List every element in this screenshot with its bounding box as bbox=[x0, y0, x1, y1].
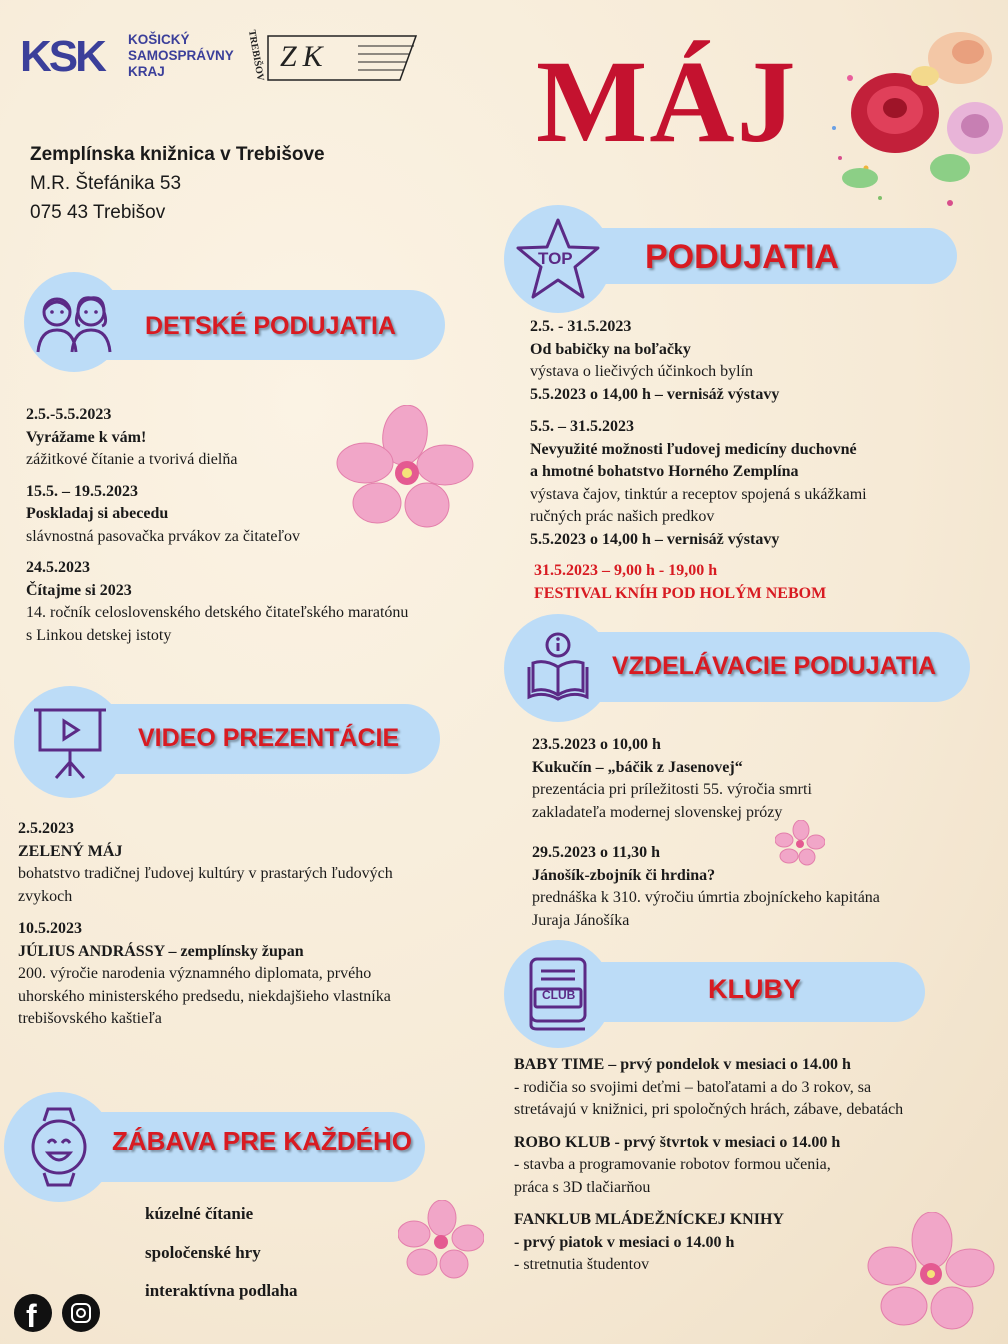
top-badge-circle bbox=[504, 205, 612, 313]
event-desc: trebišovského kaštieľa bbox=[18, 1010, 162, 1027]
event-date: 29.5.2023 o 11,30 h bbox=[532, 844, 661, 861]
club-desc: stretávajú v knižnici, pri spoločných hrách, zábave, debatách bbox=[514, 1101, 904, 1118]
pink-flower-image bbox=[335, 405, 475, 530]
library-street: M.R. Štefánika 53 bbox=[30, 173, 182, 194]
festival-name: FESTIVAL KNÍH POD HOLÝM NEBOM bbox=[534, 584, 827, 602]
vzdelavacie-events bbox=[532, 734, 880, 932]
club-desc: - stretnutia študentov bbox=[514, 1256, 650, 1273]
event-date: 2.5.2023 bbox=[18, 820, 74, 837]
event-desc: výstava o liečivých účinkoch bylín bbox=[530, 363, 754, 380]
event-name: Kukučín – „báčik z Jasenovej“ bbox=[532, 758, 743, 776]
event-extra: 5.5.2023 o 14,00 h – vernisáž výstavy bbox=[530, 530, 780, 548]
event-name: JÚLIUS ANDRÁSSY – zemplínsky župan bbox=[18, 942, 304, 960]
zk-logo-arc: TREBIŠOV bbox=[245, 29, 266, 82]
event-desc: 14. ročník celoslovenského detského čitateľského maratónu bbox=[26, 604, 409, 621]
fun-item: kúzelné čítanie bbox=[145, 1204, 254, 1223]
book-info-icon-circle bbox=[504, 614, 612, 722]
children-icon-circle bbox=[24, 272, 124, 372]
club-title: - prvý piatok v mesiaci o 14.00 h bbox=[514, 1233, 735, 1251]
event-desc: zakladateľa modernej slovenskej prózy bbox=[532, 803, 783, 821]
event-name: Nevyužité možnosti ľudovej medicíny duchovné bbox=[530, 440, 857, 458]
club-desc: práca s 3D tlačiarňou bbox=[514, 1178, 651, 1196]
club-desc: - rodičia so svojimi deťmi – batoľatami a do 3 rokov, sa bbox=[514, 1078, 872, 1096]
detske-heading: DETSKÉ PODUJATIA bbox=[145, 312, 396, 340]
book-info-icon bbox=[523, 631, 593, 705]
pink-flower-image bbox=[775, 820, 825, 866]
podujatia-heading: PODUJATIA bbox=[645, 238, 839, 276]
event-desc: zvykoch bbox=[18, 887, 73, 905]
ksk-logo-line: KRAJ bbox=[128, 64, 165, 79]
event-desc: Juraja Jánošíka bbox=[532, 911, 630, 929]
page-title: MÁJ bbox=[536, 36, 798, 167]
ksk-logo-mark: KSK bbox=[20, 32, 104, 81]
pink-flower-image bbox=[866, 1212, 996, 1332]
event-desc: 200. výročie narodenia významného diplomata, prvého bbox=[18, 965, 372, 982]
event-name: a hmotné bohatstvo Horného Zemplína bbox=[530, 463, 799, 480]
ksk-logo-line: SAMOSPRÁVNY bbox=[128, 48, 234, 63]
presentation-icon-circle bbox=[14, 686, 126, 798]
kluby-heading: KLUBY bbox=[708, 974, 801, 1004]
event-extra: 5.5.2023 o 14,00 h – vernisáž výstavy bbox=[530, 385, 780, 403]
zk-logo bbox=[238, 28, 423, 88]
children-icon bbox=[34, 290, 114, 354]
club-title: FANKLUB MLÁDEŽNÍCKEJ KNIHY bbox=[514, 1211, 784, 1228]
library-address bbox=[30, 140, 325, 227]
pink-flower-image bbox=[398, 1200, 484, 1280]
video-events bbox=[18, 818, 393, 1031]
zabava-heading: ZÁBAVA PRE KAŽDÉHO bbox=[112, 1126, 412, 1156]
club-desc: - stavba a programovanie robotov formou učenia, bbox=[514, 1156, 831, 1173]
rose-bouquet-image bbox=[810, 18, 1008, 218]
event-desc: výstava čajov, tinktúr a receptov spojená s ukážkami bbox=[530, 485, 867, 503]
festival-time: 31.5.2023 – 9,00 h - 19,00 h bbox=[534, 562, 718, 579]
event-desc: ručných prác našich predkov bbox=[530, 508, 715, 525]
event-name: Čítajme si 2023 bbox=[26, 581, 132, 599]
fun-item: spoločenské hry bbox=[145, 1242, 261, 1262]
event-desc: s Linkou detskej istoty bbox=[26, 626, 172, 644]
event-desc: uhorského ministerského predsedu, niekdajšieho vlastníka bbox=[18, 987, 391, 1005]
event-date: 23.5.2023 o 10,00 h bbox=[532, 736, 661, 753]
event-date: 2.5.-5.5.2023 bbox=[26, 406, 112, 423]
event-date: 15.5. – 19.5.2023 bbox=[26, 482, 138, 500]
event-date: 5.5. – 31.5.2023 bbox=[530, 418, 634, 435]
event-date: 2.5. - 31.5.2023 bbox=[530, 318, 632, 335]
library-name: Zemplínska knižnica v Trebišove bbox=[30, 144, 325, 165]
presentation-icon bbox=[30, 704, 110, 780]
event-name: Od babičky na boľačky bbox=[530, 340, 691, 358]
smartwatch-icon-circle bbox=[4, 1092, 114, 1202]
event-name: Jánošík-zbojník či hrdina? bbox=[532, 866, 716, 884]
fun-item: interaktívna podlaha bbox=[145, 1281, 298, 1300]
zabava-items bbox=[145, 1195, 298, 1311]
event-name: Poskladaj si abecedu bbox=[26, 505, 169, 522]
smartwatch-icon bbox=[26, 1107, 92, 1187]
video-heading: VIDEO PREZENTÁCIE bbox=[138, 724, 400, 752]
event-date: 10.5.2023 bbox=[18, 920, 82, 937]
event-desc: prezentácia pri príležitosti 55. výročia smrti bbox=[532, 781, 812, 798]
club-icon-circle bbox=[504, 940, 612, 1048]
event-name: ZELENÝ MÁJ bbox=[18, 842, 123, 860]
event-desc: slávnostná pasovačka prvákov za čitateľov bbox=[26, 527, 300, 545]
club-badge-label: CLUB bbox=[542, 988, 576, 1002]
event-desc: prednáška k 310. výročiu úmrtia zbojníckeho kapitána bbox=[532, 889, 880, 906]
ksk-logo bbox=[20, 32, 234, 82]
event-desc: zážitkové čítanie a tvorivá dielňa bbox=[26, 451, 238, 468]
zk-logo-mark: ZK bbox=[280, 40, 329, 73]
kluby-list bbox=[514, 1054, 903, 1277]
zk-logo-graphic bbox=[238, 28, 423, 88]
club-title: BABY TIME – prvý pondelok v mesiaci o 14.00 h bbox=[514, 1056, 851, 1073]
library-city: 075 43 Trebišov bbox=[30, 202, 166, 223]
event-desc: bohatstvo tradičnej ľudovej kultúry v prastarých ľudových bbox=[18, 865, 393, 882]
instagram-icon[interactable] bbox=[62, 1294, 100, 1332]
club-title: ROBO KLUB - prvý štvrtok v mesiaci o 14.00 h bbox=[514, 1133, 841, 1151]
event-name: Vyrážame k vám! bbox=[26, 428, 147, 446]
vzdelavacie-heading: VZDELÁVACIE PODUJATIA bbox=[612, 652, 937, 680]
event-date: 24.5.2023 bbox=[26, 559, 90, 576]
podujatia-events bbox=[530, 316, 867, 605]
ksk-logo-line: KOŠICKÝ bbox=[128, 32, 190, 47]
facebook-icon[interactable]: f bbox=[14, 1294, 52, 1332]
top-badge-label: TOP bbox=[538, 249, 573, 268]
